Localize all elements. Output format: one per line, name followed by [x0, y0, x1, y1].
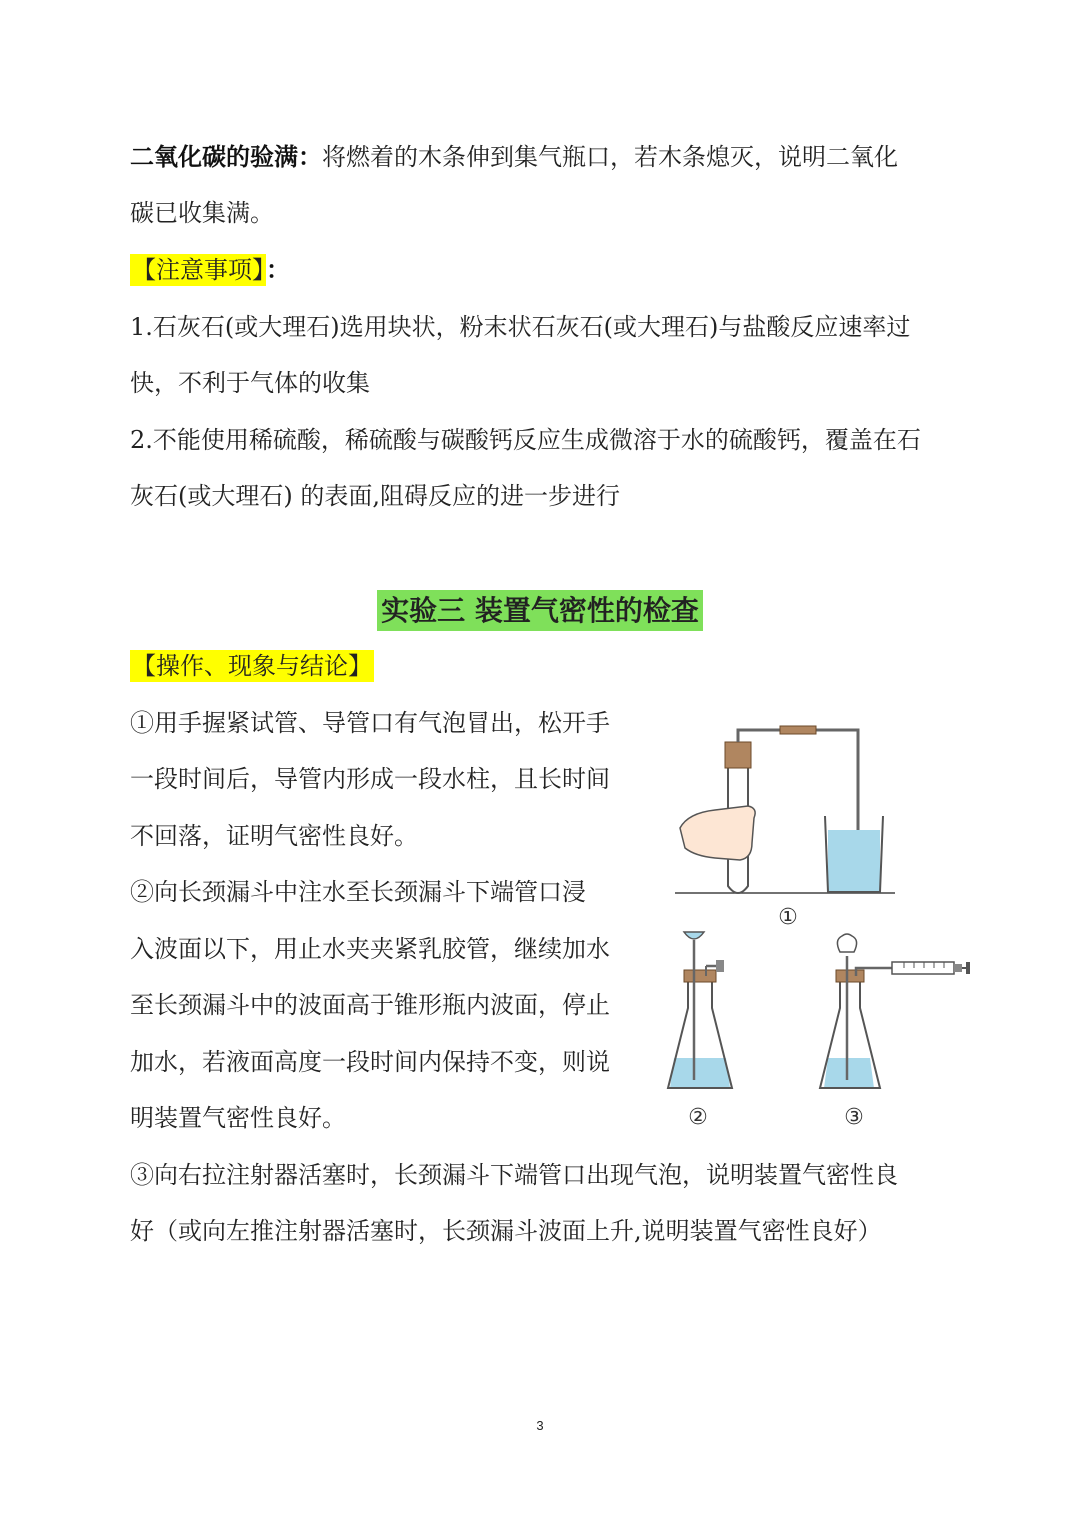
heading-text: 实验三 装置气密性的检查	[377, 590, 703, 631]
syringe-plunger-end	[966, 962, 970, 974]
co2-verify-line-1	[130, 141, 898, 173]
funnel-3	[837, 934, 856, 952]
note-2-line-2: 灰石(或大理石) 的表面,阻碍反应的进一步进行	[130, 482, 620, 510]
experiment-3-heading	[0, 594, 1080, 628]
apparatus-1	[675, 726, 895, 893]
ops-label: 【操作、现象与结论】	[132, 652, 372, 680]
note-1-line-2: 快，不利于气体的收集	[130, 369, 370, 397]
co2-verify-text: 将燃着的木条伸到集气瓶口，若木条熄灭，说明二氧化	[322, 143, 898, 171]
para-1-line-3: 不回落，证明气密性良好。	[130, 822, 418, 850]
test-tube-stopper	[725, 742, 751, 768]
notes-title: 【注意事项】：	[132, 255, 290, 284]
para-1-line-1: ①用手握紧试管、导管口有气泡冒出，松开手	[130, 709, 610, 737]
label-3: ③	[844, 1105, 864, 1130]
apparatus-2	[668, 932, 732, 1088]
co2-verify-label: 二氧化碳的验满：	[130, 142, 322, 171]
para-3-line-2: 好（或向左推注射器活塞时，长颈漏斗波面上升,说明装置气密性良好）	[130, 1217, 882, 1245]
ops-title	[130, 650, 374, 682]
para-2-line-4: 加水，若液面高度一段时间内保持不变，则说	[130, 1048, 610, 1076]
flask-2-water	[670, 1058, 730, 1088]
beaker-water	[828, 830, 880, 892]
syringe-barrel	[892, 962, 954, 974]
para-1-line-2: 一段时间后，导管内形成一段水柱，且长时间	[130, 765, 610, 793]
para-2-line-2: 入波面以下，用止水夹夹紧乳胶管，继续加水	[130, 935, 610, 963]
rubber-tube	[780, 726, 816, 734]
flask-2-stopper	[684, 970, 716, 982]
flask-3-water	[824, 1058, 874, 1088]
para-3-line-1: ③向右拉注射器活塞时，长颈漏斗下端管口出现气泡，说明装置气密性良	[130, 1161, 898, 1189]
notes-label: 【注意事项】	[132, 256, 264, 284]
label-2: ②	[688, 1105, 708, 1130]
para-2-line-3: 至长颈漏斗中的波面高于锥形瓶内波面，停止	[130, 991, 610, 1019]
hand	[680, 806, 755, 860]
page-number: 3	[536, 1418, 544, 1433]
flask-3-stopper	[836, 970, 864, 982]
note-1-line-1: 1.石灰石(或大理石)选用块状，粉末状石灰石(或大理石)与盐酸反应速率过	[130, 313, 911, 341]
co2-verify-line-2: 碳已收集满。	[130, 199, 274, 227]
para-2-line-1: ②向长颈漏斗中注水至长颈漏斗下端管口浸	[130, 878, 586, 906]
para-2-line-5: 明装置气密性良好。	[130, 1104, 346, 1132]
note-2-line-1: 2.不能使用稀硫酸，稀硫酸与碳酸钙反应生成微溶于水的硫酸钙，覆盖在石	[130, 426, 921, 454]
apparatus-3	[820, 934, 970, 1088]
label-1: ①	[778, 905, 798, 930]
funnel-2	[684, 932, 704, 939]
apparatus-figure	[660, 718, 980, 1138]
clamp	[716, 960, 724, 972]
